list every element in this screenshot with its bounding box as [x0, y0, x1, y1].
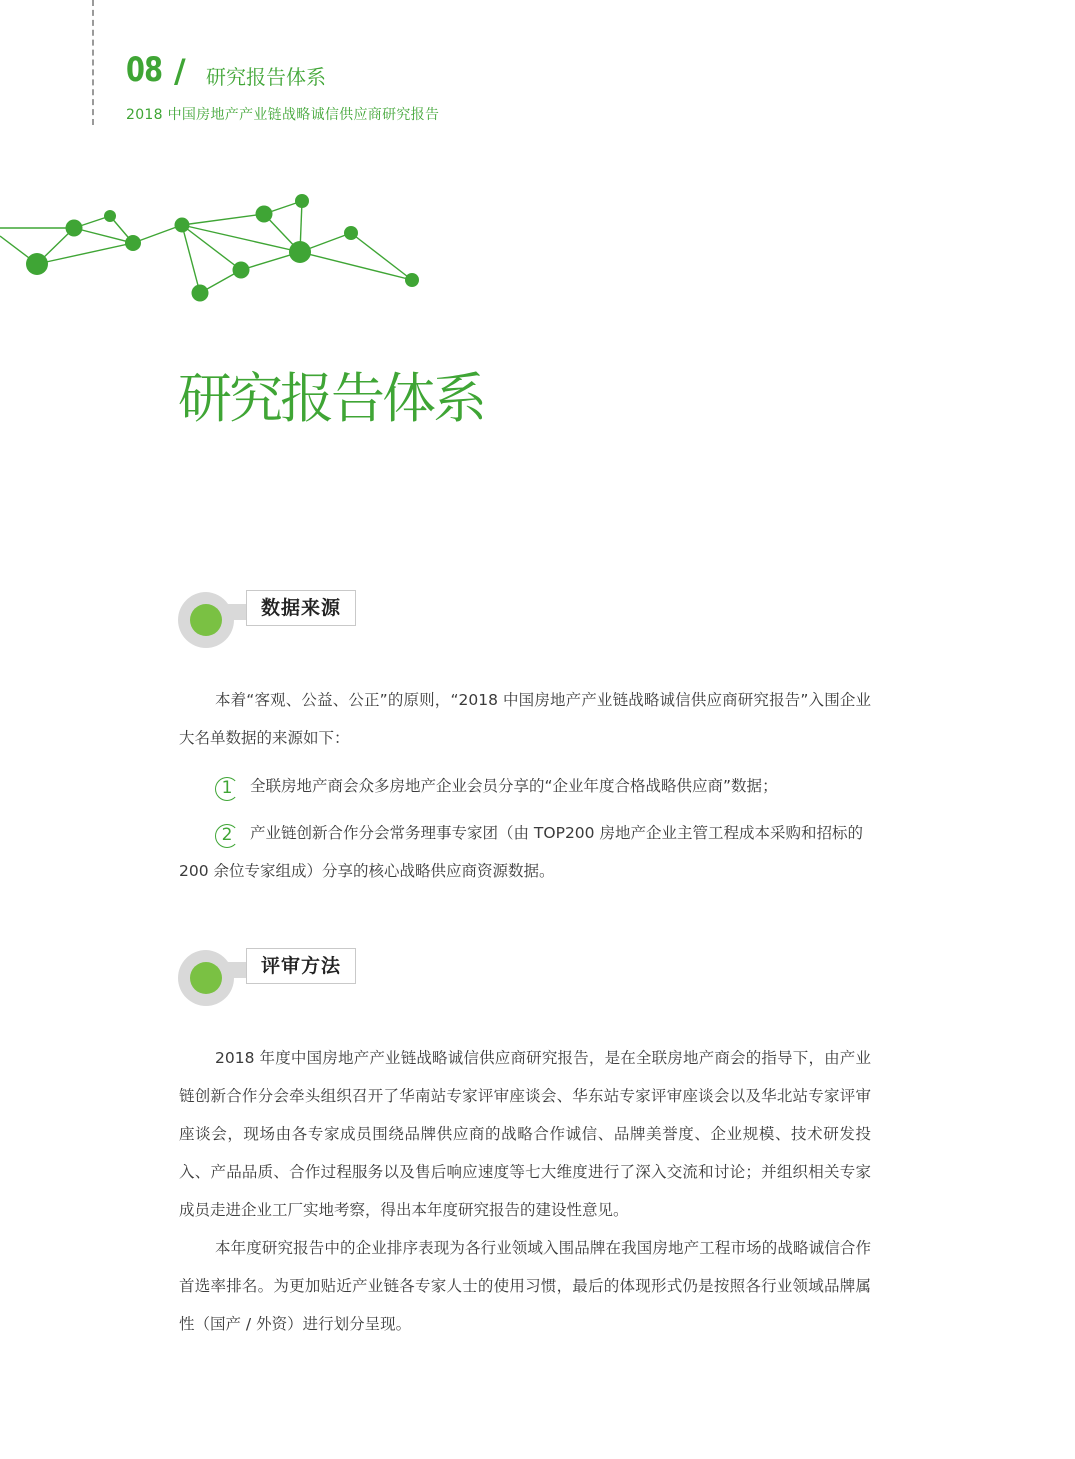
- page-number: 08: [126, 50, 163, 90]
- body-paragraph: 2018 年度中国房地产产业链战略诚信供应商研究报告，是在全联房地产商会的指导下，由产业链创新合作分会牵头组织召开了华南站专家评审座谈会、华东站专家评审座谈会以及华北站专家评审座谈会，现场由各专家成员围绕品牌供应商的战略合作诚信、品牌美誉度、企业规模、技术研发投入、产品品质、合作过程服务以及售后响应速度等七大维度进行了深入交流和讨论；并组织相关专家成员走进企业工厂实地考察，得出本年度研究报告的建设性意见。: [179, 1049, 871, 1219]
- network-decoration: [0, 190, 440, 320]
- list-item: [179, 814, 871, 890]
- page-title: 研究报告体系: [178, 367, 484, 430]
- section-badge-method: [178, 948, 378, 1008]
- circled-number-1: 1: [215, 777, 239, 801]
- list-item: [179, 767, 871, 805]
- section-badge-data-source: [178, 590, 378, 650]
- header-slash: /: [174, 52, 186, 90]
- header-dashed-line: [92, 0, 94, 125]
- header-report-name: 2018 中国房地产产业链战略诚信供应商研究报告: [126, 107, 440, 123]
- list-item-text: 全联房地产商会众多房地产企业会员分享的“企业年度合格战略供应商”数据；: [250, 777, 778, 795]
- circled-number-2: 2: [215, 824, 239, 848]
- list-item-text: 产业链创新合作分会常务理事专家团（由 TOP200 房地产企业主管工程成本采购和招标的 200 余位专家组成）分享的核心战略供应商资源数据。: [179, 824, 863, 880]
- header-section-title: 研究报告体系: [206, 65, 326, 89]
- section-heading: 数据来源: [246, 590, 356, 626]
- section-heading: 评审方法: [246, 948, 356, 984]
- section-intro: 本着“客观、公益、公正”的原则，“2018 中国房地产产业链战略诚信供应商研究报告”入围企业大名单数据的来源如下：: [179, 691, 871, 747]
- body-paragraph: 本年度研究报告中的企业排序表现为各行业领域入围品牌在我国房地产工程市场的战略诚信合作首选率排名。为更加贴近产业链各专家人士的使用习惯，最后的体现形式仍是按照各行业领域品牌属性（国产 / 外资）进行划分呈现。: [179, 1239, 871, 1333]
